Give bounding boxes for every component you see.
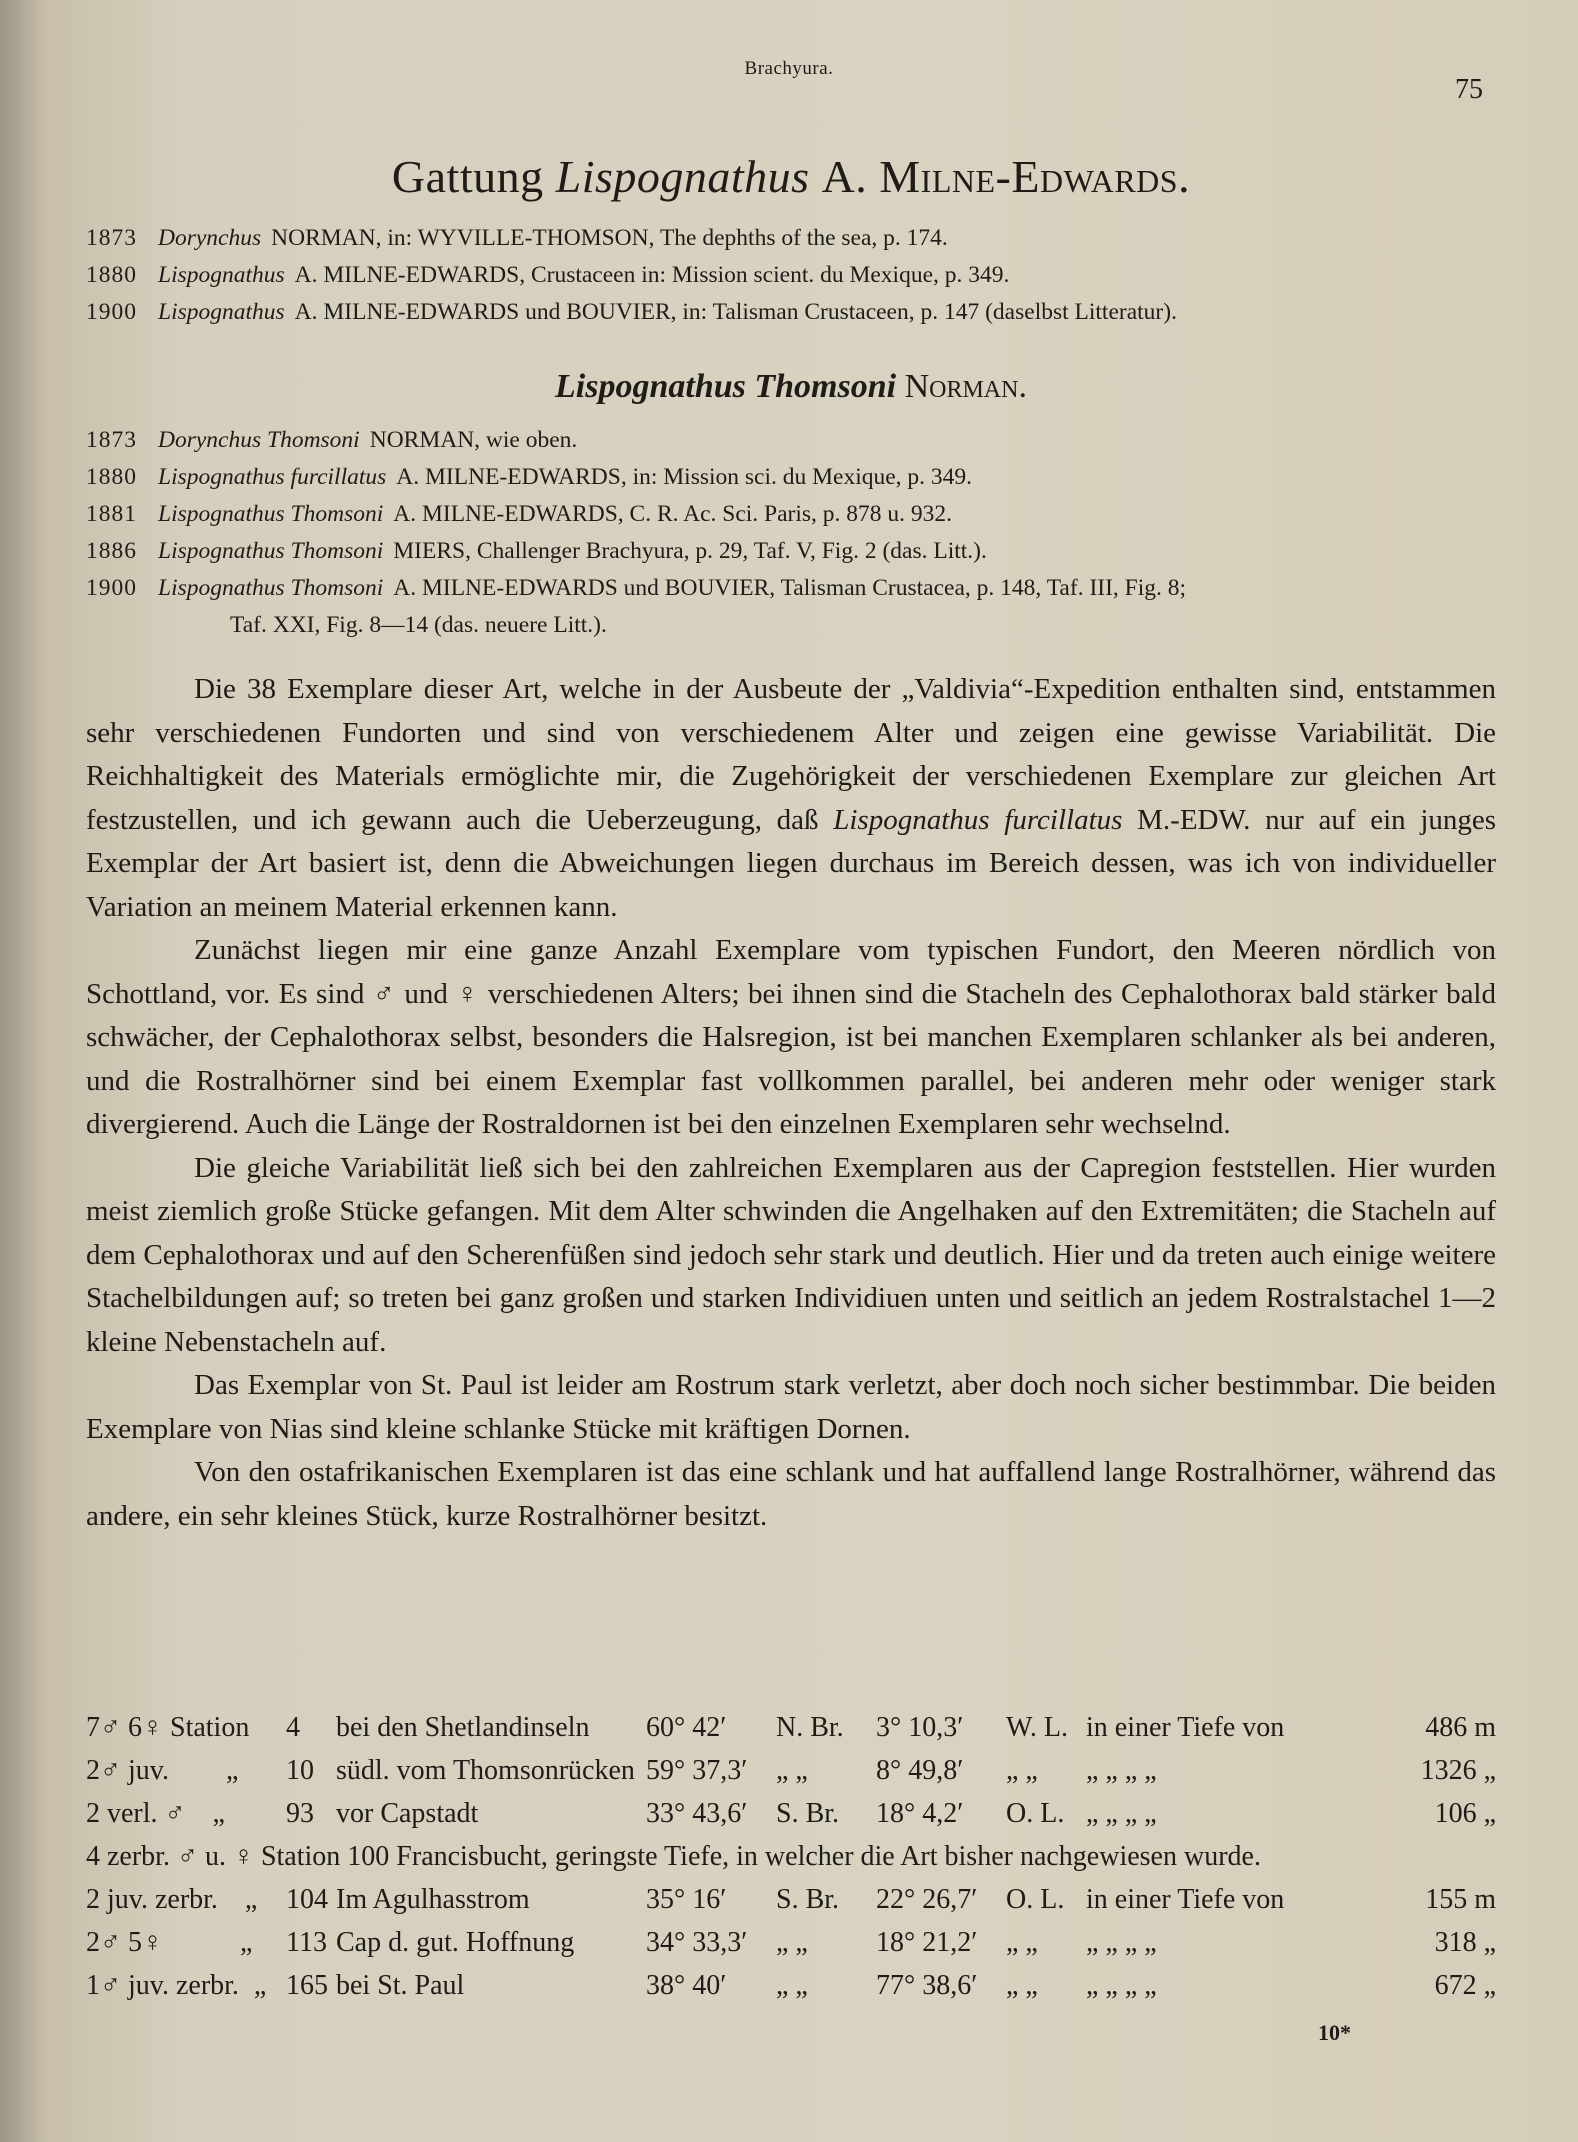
synonymy-entry: 1881 Lispognathus Thomsoni A. MILNE-EDWARDS, C. R. Ac. Sci. Paris, p. 878 u. 932. [86,501,953,527]
species-name: Lispognathus Thomsoni [555,368,897,405]
station-row: 2 verl. ♂ „ 93 vor Capstadt 33° 43,6′ S. Br. 18° 4,2′ O. L. „ „ „ „ 106 „ [86,1798,1496,1829]
paragraph: Zunächst liegen mir eine ganze Anzahl Exemplare vom typischen Fundort, den Meeren nördlich von Schottland, vor. Es sind ♂ und ♀ verschiedenen Alters; bei ihnen sind die Stacheln des Cephalothorax bald stärker bald schwächer, der Cephalothorax selbst, besonders die Halsregion, ist bei manchen Exemplaren schlanker als bei anderen, und die Rostralhörner sind bei einem Exemplar fast vollkommen parallel, bei anderen mehr oder weniger stark divergierend. Auch die Länge der Rostraldornen ist bei den einzelnen Exemplaren sehr wechselnd. [86,934,1496,1140]
paragraph: Von den ostafrikanischen Exemplaren ist das eine schlank und hat auffallend lange Rostralhörner, während das andere, ein sehr kleines Stück, kurze Rostralhörner besitzt. [86,1456,1496,1532]
paragraph: Die 38 Exemplare dieser Art, welche in der Ausbeute der „Valdivia“-Expedition enthalten sind, entstammen sehr verschiedenen Fundorten und sind von verschiedenem Alter und zeigen eine gewisse Variabilität. Die Reichhaltigkeit des Materials ermöglichte mir, die Zugehörigkeit der verschiedenen Exemplare zur gleichen Art festzustellen, und ich gewann auch die Ueberzeugung, daß Lispognathus furcillatus M.-EDW. nur auf ein junges Exemplar der Art basiert ist, denn die Abweichungen liegen durchaus im Bereich dessen, was ich von individueller Variation an meinem Material erkennen kann. [86,673,1497,923]
station-list [86,1706,1496,2007]
station-table [86,1706,1496,2007]
paragraph: Die gleiche Variabilität ließ sich bei den zahlreichen Exemplaren aus der Capregion feststellen. Hier wurden meist ziemlich große Stücke gefangen. Mit dem Alter schwinden die Angelhaken auf den Extremitäten; die Stacheln auf dem Cephalothorax und auf den Scherenfüßen sind jedoch sehr stark und deutlich. Hier und da treten auch einige weitere Stachelbildungen auf; so treten bei ganz großen und starken Individiuen unten und seitlich an jedem Rostralstachel 1—2 kleine Nebenstacheln auf. [86,1151,1496,1358]
genus-prefix: Gattung [391,151,544,202]
synonymy-entry: 1880 Lispognathus A. MILNE-EDWARDS, Crustaceen in: Mission scient. du Mexique, p. 349. [86,262,1010,288]
synonymy-entry: 1873 Dorynchus NORMAN, in: WYVILLE-THOMSON, The dephths of the sea, p. 174. [86,225,948,251]
genus-author: A. Milne-Edwards. [821,151,1191,202]
synonymy-entry: 1873 Dorynchus Thomsoni NORMAN, wie oben. [86,427,578,453]
body-text [86,668,1496,1538]
running-head: Brachyura. [744,58,834,79]
synonymy-entry: 1900 Lispognathus A. MILNE-EDWARDS und BOUVIER, in: Talisman Crustaceen, p. 147 (daselbst Litteratur). [86,299,1177,325]
genus-synonymy [86,220,1496,331]
station-row: 1♂ juv. zerbr. „ 165 bei St. Paul 38° 40′ „ „ 77° 38,6′ „ „ „ „ „ „ 672 „ [86,1970,1496,2001]
page-number: 75 [1455,74,1483,105]
synonymy-entry: 1880 Lispognathus furcillatus A. MILNE-EDWARDS, in: Mission sci. du Mexique, p. 349. [86,464,973,490]
paragraph: Das Exemplar von St. Paul ist leider am Rostrum stark verletzt, aber doch noch sicher bestimmbar. Die beiden Exemplare von Nias sind kleine schlanke Stücke mit kräftigen Dornen. [86,1369,1496,1445]
species-synonymy [86,422,1496,644]
station-row: 2♂ 5♀ „ 113 Cap d. gut. Hoffnung 34° 33,3′ „ „ 18° 21,2′ „ „ „ „ „ „ 318 „ [86,1927,1496,1958]
station-row: 4 zerbr. ♂ u. ♀ Station 100 Francisbucht, geringste Tiefe, in welcher die Art bisher nachgewiesen wurde. [86,1841,1261,1872]
synonymy-entry: 1900 Lispognathus Thomsoni A. MILNE-EDWARDS und BOUVIER, Talisman Crustacea, p. 148, Taf. III, Fig. 8; [86,575,1187,601]
genus-heading [86,150,1496,203]
species-heading [86,368,1496,406]
synonymy-entry: 1886 Lispognathus Thomsoni MIERS, Challenger Brachyura, p. 29, Taf. V, Fig. 2 (das. Litt.). [86,538,987,564]
genus-name: Lispognathus [555,151,810,202]
species-author: Norman. [904,368,1027,405]
signature-mark: 10* [1318,2020,1351,2045]
station-row: 2♂ juv. „ 10 südl. vom Thomsonrücken 59° 37,3′ „ „ 8° 49,8′ „ „ „ „ „ „ 1326 „ [86,1755,1496,1786]
station-row: 2 juv. zerbr. „ 104 Im Agulhasstrom 35° 16′ S. Br. 22° 26,7′ O. L. in einer Tiefe von 155 m [86,1884,1496,1915]
station-row: 7♂ 6♀ Station 4 bei den Shetlandinseln 60° 42′ N. Br. 3° 10,3′ W. L. in einer Tiefe von 486 m [86,1712,1496,1743]
synonymy-continuation: Taf. XXI, Fig. 8—14 (das. neuere Litt.). [230,612,607,638]
